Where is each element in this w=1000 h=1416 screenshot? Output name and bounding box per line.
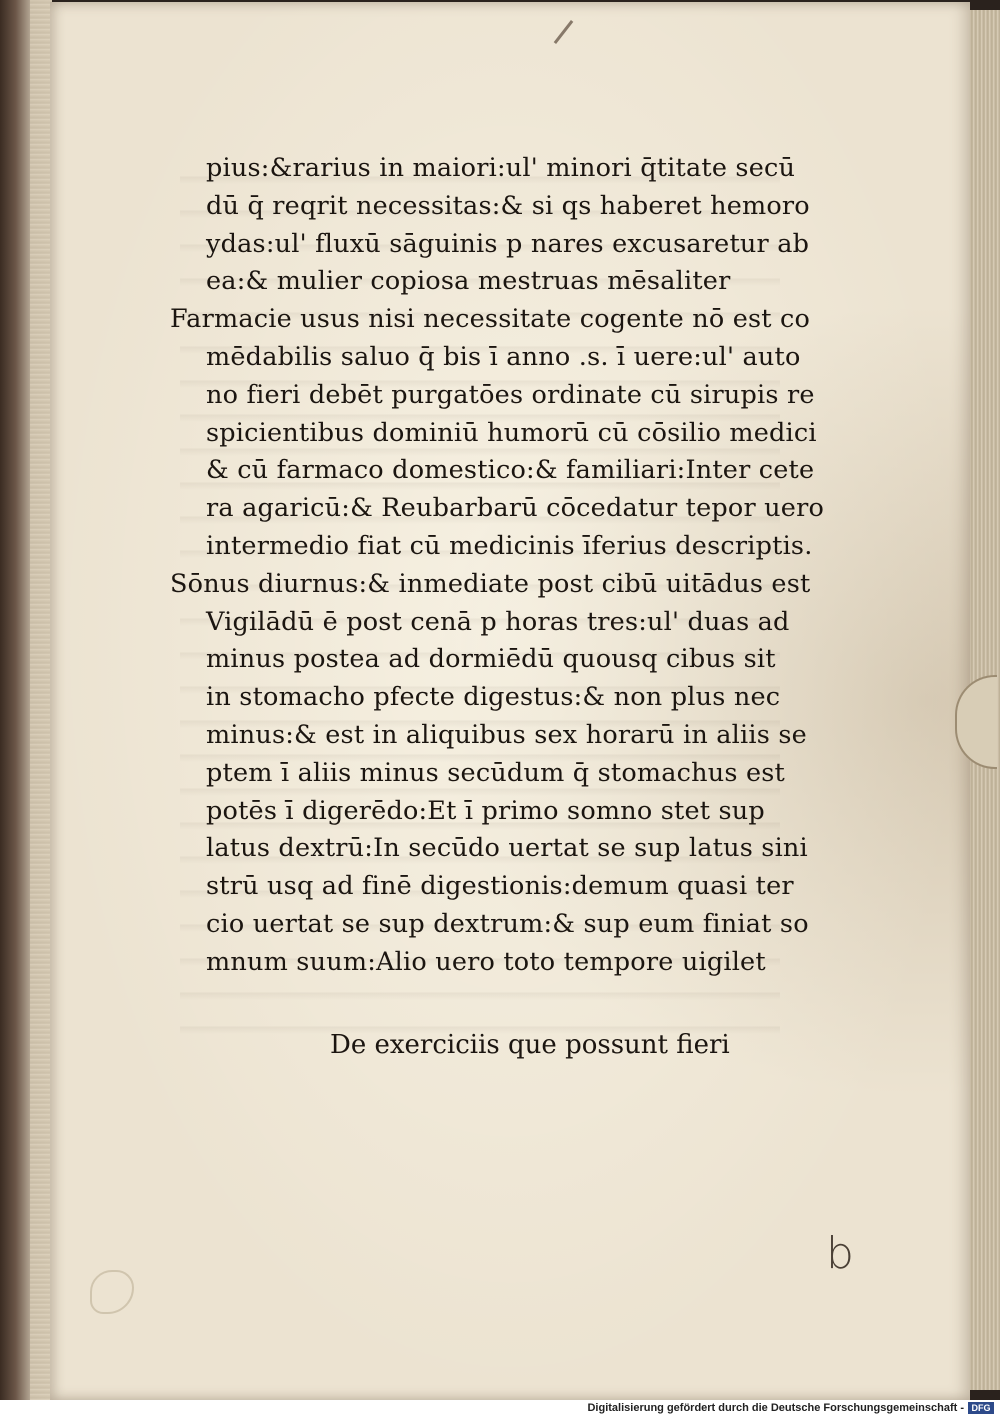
text-line: Farmacie usus nisi necessitate cogente nō est co <box>170 304 811 335</box>
handwritten-signature-mark: b <box>826 1228 854 1279</box>
text-line: ra agaricū:& Reubarbarū cōcedatur tepor uero <box>206 493 825 524</box>
text-line: Sōnus diurnus:& inmediate post cibū uitādus est <box>170 568 811 599</box>
text-line: cio uertat se sup dextrum:& sup eum finiat so <box>206 908 809 939</box>
text-line: minus postea ad dormiēdū quousq cibus sit <box>206 644 776 675</box>
section-heading: De exerciciis que possunt fieri <box>330 1030 730 1060</box>
text-line: ea:& mulier copiosa mestruas mēsaliter <box>206 266 731 297</box>
text-line: strū usq ad finē digestionis:demum quasi ter <box>206 871 794 902</box>
text-line: dū q̄ reqrit necessitas:& si qs haberet hemoro <box>206 190 810 221</box>
text-line: potēs ī digerēdo:Et ī primo somno stet sup <box>206 795 765 826</box>
text-line: pius:&rarius in maiori:ul' minori q̄titate secū <box>206 153 796 183</box>
text-line: latus dextrū:In secūdo uertat se sup latus sini <box>206 833 808 864</box>
text-line: ydas:ul' fluxū sāguinis p nares excusaretur ab <box>206 228 810 259</box>
text-line: Vigilādū ē post cenā p horas tres:ul' duas ad <box>206 606 790 637</box>
text-line: no fieri debēt purgatōes ordinate cū sirupis re <box>206 379 815 410</box>
dfg-logo: DFG <box>968 1402 994 1414</box>
text-line: & cū farmaco domestico:& familiari:Inter cete <box>206 455 815 486</box>
text-line: intermedio fiat cū medicinis īferius descriptis. <box>206 530 813 561</box>
binding-page-edges <box>30 0 52 1400</box>
footer-credit: Digitalisierung gefördert durch die Deutsche Forschungsgemeinschaft - <box>587 1402 964 1414</box>
body-text <box>170 150 825 982</box>
text-line: ptem ī aliis minus secūdum q̄ stomachus est <box>206 757 785 788</box>
text-line: in stomacho pfecte digestus:& non plus nec <box>206 682 781 713</box>
text-line: mēdabilis saluo q̄ bis ī anno .s. ī uere:ul' auto <box>206 341 801 372</box>
text-line: mnum suum:Alio uero toto tempore uigilet <box>206 946 766 977</box>
text-line: spicientibus dominiū humorū cū cōsilio medici <box>206 417 817 448</box>
text-line: minus:& est in aliquibus sex horarū in aliis se <box>206 719 807 750</box>
